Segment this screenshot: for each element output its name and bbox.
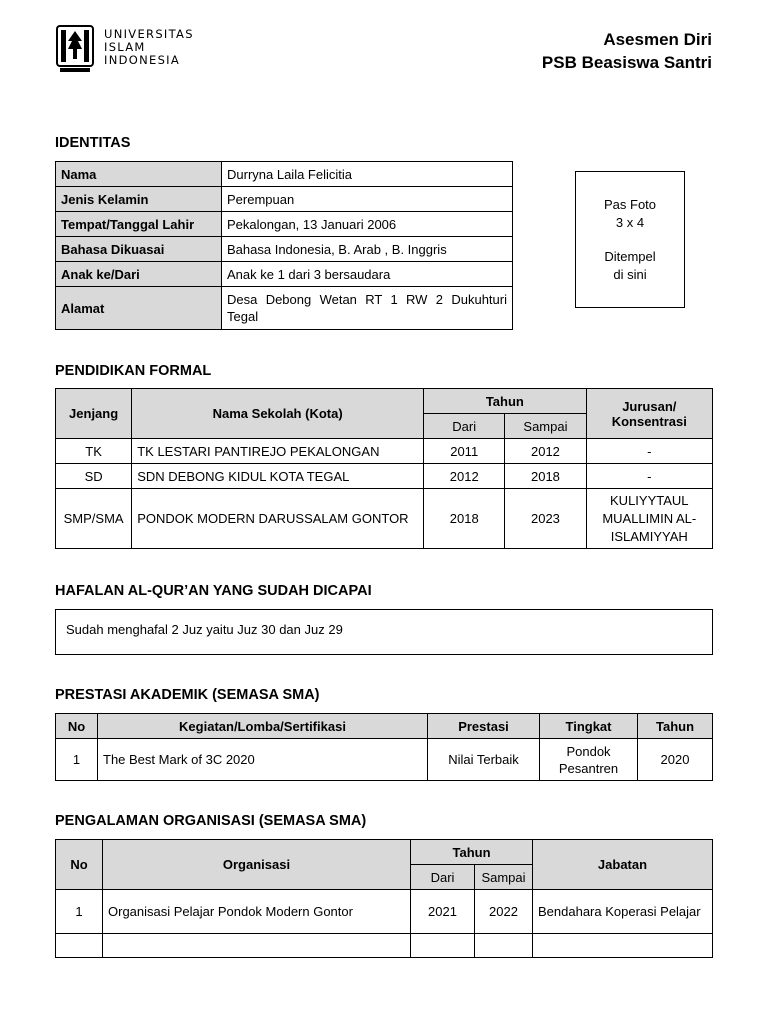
table-row	[56, 489, 713, 549]
organization-table	[55, 839, 713, 958]
cell-empty	[103, 934, 411, 958]
hafalan-box	[55, 609, 713, 655]
photo-text: 3 x 4	[615, 215, 645, 230]
table-row	[56, 739, 713, 781]
university-line: INDONESIA	[104, 53, 181, 67]
cell-dari: 2012	[424, 464, 505, 489]
identity-value: Perempuan	[222, 187, 513, 212]
header-dari: Dari	[411, 865, 475, 890]
university-name	[104, 28, 194, 67]
header-kegiatan: Kegiatan/Lomba/Sertifikasi	[98, 714, 428, 739]
education-table	[55, 388, 713, 549]
section-heading-identitas: IDENTITAS	[55, 135, 131, 151]
cell-empty	[475, 934, 533, 958]
cell-tahun: 2020	[638, 739, 713, 781]
table-row	[56, 212, 513, 237]
uii-emblem-icon	[56, 25, 94, 73]
identity-value: Desa Debong Wetan RT 1 RW 2 Dukuhturi Tegal	[222, 287, 513, 330]
cell-empty	[533, 934, 713, 958]
section-heading-hafalan: HAFALAN AL-QUR’AN YANG SUDAH DICAPAI	[55, 583, 372, 599]
table-row-empty	[56, 934, 713, 958]
header-sekolah: Nama Sekolah (Kota)	[132, 389, 424, 439]
table-row	[56, 287, 513, 330]
cell-kegiatan: The Best Mark of 3C 2020	[98, 739, 428, 781]
header-sampai: Sampai	[475, 865, 533, 890]
cell-sekolah: PONDOK MODERN DARUSSALAM GONTOR	[132, 489, 424, 549]
cell-dari: 2011	[424, 439, 505, 464]
cell-jenjang: SMP/SMA	[56, 489, 132, 549]
cell-no: 1	[56, 890, 103, 934]
table-row	[56, 890, 713, 934]
cell-jurusan: -	[586, 439, 712, 464]
header-jurusan: Jurusan/ Konsentrasi	[586, 389, 712, 439]
section-heading-prestasi: PRESTASI AKADEMIK (SEMASA SMA)	[55, 687, 320, 703]
table-row	[56, 262, 513, 287]
identity-value: Bahasa Indonesia, B. Arab , B. Inggris	[222, 237, 513, 262]
header-dari: Dari	[424, 414, 505, 439]
title-line-2: PSB Beasiswa Santri	[541, 53, 712, 72]
cell-jabatan: Bendahara Koperasi Pelajar	[533, 890, 713, 934]
university-logo	[56, 25, 94, 73]
cell-jurusan: KULIYYTAUL MUALLIMIN AL-ISLAMIYYAH	[586, 489, 712, 549]
identity-value: Anak ke 1 dari 3 bersaudara	[222, 262, 513, 287]
header-tahun: Tahun	[424, 389, 586, 414]
cell-jurusan: -	[586, 464, 712, 489]
header-organisasi: Organisasi	[103, 840, 411, 890]
table-row	[56, 464, 713, 489]
header-no: No	[56, 714, 98, 739]
photo-text: di sini	[613, 267, 647, 282]
cell-empty	[56, 934, 103, 958]
photo-text: Ditempel	[604, 249, 656, 264]
photo-text: Pas Foto	[603, 197, 657, 212]
hafalan-text: Sudah menghafal 2 Juz yaitu Juz 30 dan Juz 29	[66, 622, 343, 637]
identity-label: Nama	[56, 162, 222, 187]
document-title	[542, 28, 712, 74]
header-tahun: Tahun	[411, 840, 533, 865]
cell-jenjang: SD	[56, 464, 132, 489]
cell-dari: 2021	[411, 890, 475, 934]
cell-sampai: 2023	[505, 489, 586, 549]
identity-value: Pekalongan, 13 Januari 2006	[222, 212, 513, 237]
header-jenjang: Jenjang	[56, 389, 132, 439]
identity-value: Durryna Laila Felicitia	[222, 162, 513, 187]
header-jabatan: Jabatan	[533, 840, 713, 890]
achievement-table	[55, 713, 713, 781]
section-heading-pendidikan: PENDIDIKAN FORMAL	[55, 363, 212, 379]
cell-no: 1	[56, 739, 98, 781]
header-prestasi: Prestasi	[428, 714, 540, 739]
cell-jenjang: TK	[56, 439, 132, 464]
cell-tingkat: Pondok Pesantren	[540, 739, 638, 781]
identity-label: Alamat	[56, 287, 222, 330]
table-row	[56, 187, 513, 212]
cell-sampai: 2012	[505, 439, 586, 464]
cell-empty	[411, 934, 475, 958]
section-heading-organisasi: PENGALAMAN ORGANISASI (SEMASA SMA)	[55, 813, 367, 829]
cell-prestasi: Nilai Terbaik	[428, 739, 540, 781]
table-row	[56, 162, 513, 187]
table-header-row	[56, 714, 713, 739]
identity-label: Anak ke/Dari	[56, 262, 222, 287]
identity-label: Tempat/Tanggal Lahir	[56, 212, 222, 237]
cell-organisasi: Organisasi Pelajar Pondok Modern Gontor	[103, 890, 411, 934]
cell-dari: 2018	[424, 489, 505, 549]
header-tahun: Tahun	[638, 714, 713, 739]
cell-sampai: 2022	[475, 890, 533, 934]
identity-label: Jenis Kelamin	[56, 187, 222, 212]
cell-sampai: 2018	[505, 464, 586, 489]
photo-placeholder	[575, 171, 685, 308]
identity-table	[55, 161, 513, 330]
header-tingkat: Tingkat	[540, 714, 638, 739]
university-line: ISLAM	[104, 40, 146, 54]
header-sampai: Sampai	[505, 414, 586, 439]
header-no: No	[56, 840, 103, 890]
table-header-row	[56, 389, 713, 414]
table-row	[56, 439, 713, 464]
cell-sekolah: TK LESTARI PANTIREJO PEKALONGAN	[132, 439, 424, 464]
table-header-row	[56, 840, 713, 865]
university-line: UNIVERSITAS	[104, 27, 194, 41]
identity-label: Bahasa Dikuasai	[56, 237, 222, 262]
title-line-1: Asesmen Diri	[603, 30, 712, 49]
table-row	[56, 237, 513, 262]
cell-sekolah: SDN DEBONG KIDUL KOTA TEGAL	[132, 464, 424, 489]
